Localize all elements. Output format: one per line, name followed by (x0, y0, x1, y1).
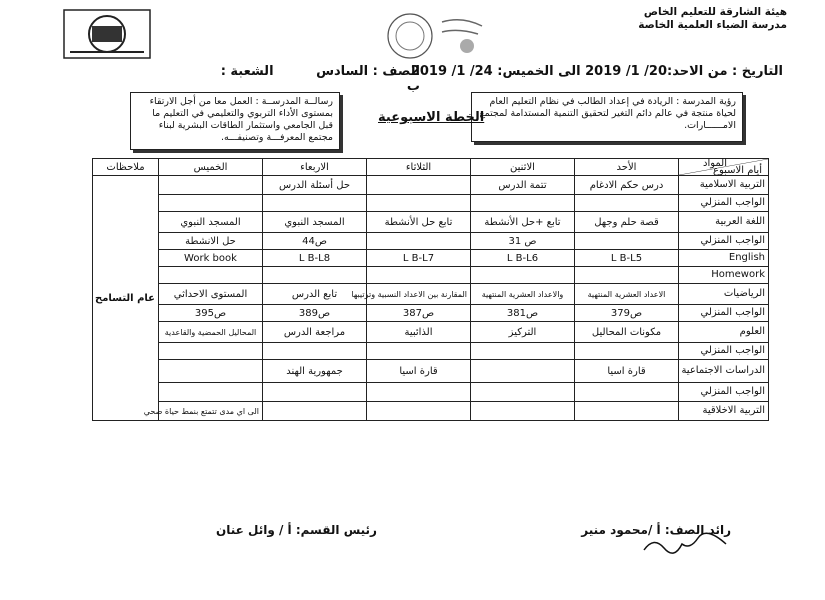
school-mission-box: رسالــة المدرســة : العمل معا من أجل الارتقاء بمستوى الأداء التربوي والتعليمي في التعليم ما قبل الجامعي واستثمار الطاقات البشرية لبناء مجتمع المعرفـــة وتصنيفـــه. (130, 92, 340, 150)
subject-cell: التربية الاسلامية (679, 176, 769, 195)
subject-cell: Homework (679, 267, 769, 284)
plan-cell: ص395 (159, 305, 263, 322)
plan-cell: قارة اسيا (367, 360, 471, 383)
table-header-row (93, 159, 769, 176)
table-row (93, 250, 769, 267)
plan-cell (367, 383, 471, 402)
plan-cell: ص381 (471, 305, 575, 322)
table-row (93, 322, 769, 343)
plan-cell (367, 267, 471, 284)
corner-cell (679, 159, 769, 176)
plan-cell: جمهورية الهند (263, 360, 367, 383)
day-header-thursday: الخميس (159, 159, 263, 176)
plan-cell: L B-L8 (263, 250, 367, 267)
plan-cell (263, 383, 367, 402)
subject-cell: الواجب المنزلي (679, 305, 769, 322)
subject-cell: العلوم (679, 322, 769, 343)
plan-cell (263, 195, 367, 212)
table-row (93, 267, 769, 284)
plan-cell: حل أسئلة الدرس (263, 176, 367, 195)
handwritten-signature (640, 532, 730, 556)
plan-cell: المسجد النبوي (263, 212, 367, 233)
plan-cell (159, 195, 263, 212)
corner-subjects-label: المواد (703, 158, 728, 169)
school-name: مدرسة الضياء العلمية الخاصة (638, 19, 787, 31)
program-logo (382, 8, 492, 66)
plan-cell (263, 267, 367, 284)
plan-cell (575, 343, 679, 360)
subject-cell: التربية الاخلاقية (679, 402, 769, 421)
subject-cell: الواجب المنزلي (679, 343, 769, 360)
plan-cell: L B-L7 (367, 250, 471, 267)
table-row (93, 343, 769, 360)
day-header-monday: الاثنين (471, 159, 575, 176)
plan-cell: درس حكم الادغام (575, 176, 679, 195)
plan-cell (575, 233, 679, 250)
subject-cell: الدراسات الاجتماعية (679, 360, 769, 383)
plan-cell: حل الانشطة (159, 233, 263, 250)
corner-days-label: أيام الاسبوع (713, 165, 762, 176)
table-row (93, 195, 769, 212)
table-row (93, 360, 769, 383)
plan-cell (159, 267, 263, 284)
table-row (93, 284, 769, 305)
subject-cell: اللغة العربية (679, 212, 769, 233)
plan-cell: مكونات المحاليل (575, 322, 679, 343)
subject-cell: English (679, 250, 769, 267)
plan-cell (575, 267, 679, 284)
plan-cell (367, 233, 471, 250)
class-label: الصف : السادس (316, 64, 420, 79)
plan-cell: قارة اسيا (575, 360, 679, 383)
plan-cell (471, 195, 575, 212)
plan-cell: التركيز (471, 322, 575, 343)
table-row (93, 305, 769, 322)
plan-cell (367, 402, 471, 421)
table-row (93, 233, 769, 250)
plan-cell (159, 343, 263, 360)
subject-cell: الواجب المنزلي (679, 383, 769, 402)
plan-cell (367, 176, 471, 195)
plan-cell (159, 176, 263, 195)
plan-cell: ص387 (367, 305, 471, 322)
day-header-wednesday: الاربعاء (263, 159, 367, 176)
notes-header: ملاحظات (93, 159, 159, 176)
plan-cell: المسجد النبوي (159, 212, 263, 233)
plan-cell (159, 383, 263, 402)
table-row (93, 383, 769, 402)
plan-cell (263, 343, 367, 360)
plan-cell: والاعداد العشرية المنتهية (471, 284, 575, 305)
plan-cell (263, 402, 367, 421)
date-range: التاريخ : من الاحد:20/ 1/ 2019 الى الخميس: 24/ 1/ 2019 (410, 64, 783, 79)
plan-cell (575, 402, 679, 421)
plan-cell: تتمة الدرس (471, 176, 575, 195)
subject-cell: الرياضيات (679, 284, 769, 305)
authority-name: هيئة الشارقة للتعليم الخاص (643, 6, 787, 18)
table-row (93, 402, 769, 421)
plan-cell: تابع الدرس (263, 284, 367, 305)
table-row (93, 212, 769, 233)
plan-title: الخطة الاسبوعية (378, 110, 485, 125)
plan-cell: الاعداد العشرية المنتهية (575, 284, 679, 305)
plan-cell: L B-L6 (471, 250, 575, 267)
plan-cell (471, 267, 575, 284)
plan-cell: ص389 (263, 305, 367, 322)
plan-cell (159, 360, 263, 383)
class-info (190, 64, 420, 94)
plan-cell (575, 383, 679, 402)
plan-cell: المحاليل الحمضية والقاعدية (159, 322, 263, 343)
plan-cell: ص44 (263, 233, 367, 250)
plan-cell (367, 343, 471, 360)
dept-head-signature: رئيس القسم: أ / وائل عنان (216, 523, 377, 537)
plan-cell: تابع حل الأنشطة (367, 212, 471, 233)
plan-cell (575, 195, 679, 212)
plan-cell: ص 31 (471, 233, 575, 250)
plan-cell (471, 360, 575, 383)
section-label: الشعبة : ب (220, 64, 420, 94)
subject-cell: الواجب المنزلي (679, 195, 769, 212)
day-header-tuesday: الثلاثاء (367, 159, 471, 176)
subject-cell: الواجب المنزلي (679, 233, 769, 250)
plan-cell: الى اي مدى تتمتع بنمط حياة صحي (159, 402, 263, 421)
plan-cell (471, 383, 575, 402)
plan-cell: ص379 (575, 305, 679, 322)
plan-cell: L B-L5 (575, 250, 679, 267)
plan-cell: تابع +حل الأنشطة (471, 212, 575, 233)
plan-cell: المستوى الاحداثي (159, 284, 263, 305)
crest-logo (62, 8, 152, 60)
plan-cell (367, 195, 471, 212)
plan-cell: مراجعة الدرس (263, 322, 367, 343)
notes-cell: عام التسامح (93, 176, 159, 421)
plan-cell: الذائبية (367, 322, 471, 343)
plan-cell: Work book (159, 250, 263, 267)
plan-cell (471, 402, 575, 421)
class-leader-signature: رائد الصف: أ /محمود منير (581, 523, 731, 537)
day-header-sunday: الأحد (575, 159, 679, 176)
school-header (637, 6, 787, 32)
plan-cell: المقارنة بين الاعداد النسبية وترتيبها (367, 284, 471, 305)
plan-cell (471, 343, 575, 360)
plan-cell: قصة حلم وجهل (575, 212, 679, 233)
school-vision-box: رؤية المدرسة : الريادة في إعداد الطالب في نظام التعليم العام لحياة منتجة في عالم دائم التغير لتحقيق التنمية المستدامة لمجتمع الامــــــارات. (471, 92, 743, 142)
table-row (93, 176, 769, 195)
weekly-plan-table (92, 158, 769, 421)
